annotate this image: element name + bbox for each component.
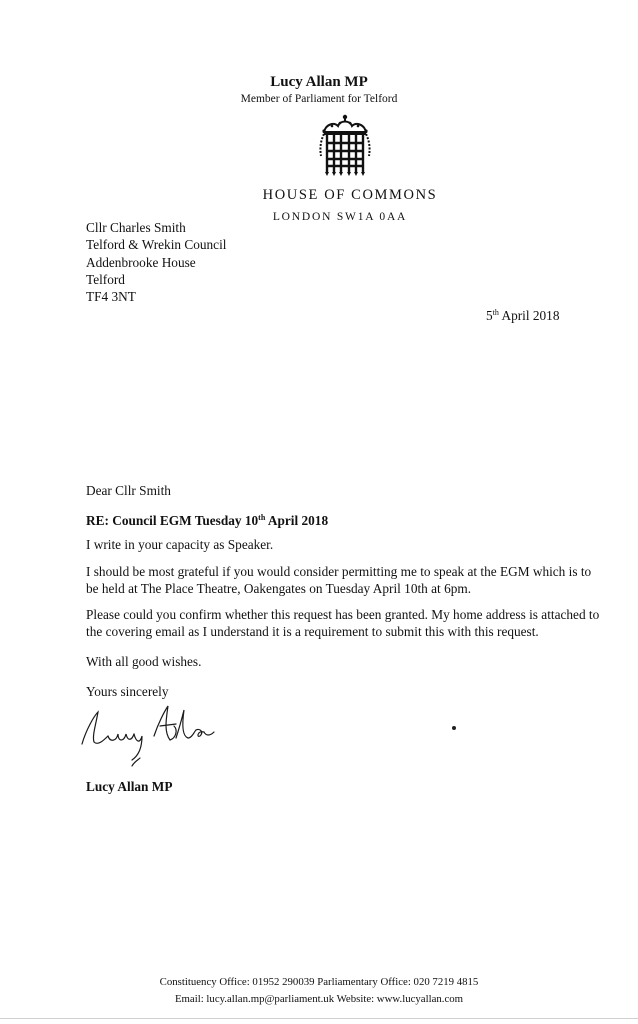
signoff-name: Lucy Allan MP — [86, 779, 173, 794]
portcullis-icon — [316, 114, 374, 176]
recipient-line: Addenbrooke House — [86, 254, 196, 270]
subject-line — [86, 510, 328, 530]
subject-pre: RE: Council EGM Tuesday 10 — [86, 513, 259, 528]
recipient-line: Cllr Charles Smith — [86, 220, 186, 235]
subject-post: April 2018 — [267, 513, 329, 528]
signature — [72, 690, 222, 770]
valediction: Yours sincerely — [86, 684, 169, 699]
recipient-line: Telford — [86, 271, 125, 287]
recipient-address — [86, 219, 226, 305]
date-day: 5 — [486, 308, 493, 323]
paragraph-1: I write in your capacity as Speaker. — [86, 537, 274, 552]
recipient-line: TF4 3NT — [86, 289, 136, 305]
page-edge — [0, 1018, 638, 1019]
letterhead-name: Lucy Allan MP — [270, 74, 368, 90]
house-of-commons: HOUSE OF COMMONS — [262, 187, 438, 203]
subject-suffix: th — [258, 513, 266, 522]
date-suffix: th — [492, 308, 499, 317]
letter-date — [486, 308, 559, 324]
london-address: LONDON SW1A 0AA — [272, 211, 408, 223]
recipient-line: Telford & Wrekin Council — [86, 237, 227, 253]
closing-wishes: With all good wishes. — [86, 654, 202, 669]
paragraph-2: I should be most grateful if you would consider permitting me to speak at the EGM which is to be held at The Place Theatre, Oakengates on Tuesday April 10th at 6pm. — [86, 564, 592, 596]
stray-mark — [452, 726, 456, 730]
paragraph-3: Please could you confirm whether this request has been granted. My home address is attached to the covering email as I understand it is a requirement to submit this with this request. — [86, 607, 600, 639]
letterhead-role: Member of Parliament for Telford — [240, 93, 398, 105]
salutation: Dear Cllr Smith — [86, 483, 171, 498]
footer-phones: Constituency Office: 01952 290039 Parliamentary Office: 020 7219 4815 — [159, 976, 479, 988]
footer-contact: Email: lucy.allan.mp@parliament.uk Website: www.lucyallan.com — [174, 993, 464, 1005]
date-rest: April 2018 — [501, 308, 560, 323]
